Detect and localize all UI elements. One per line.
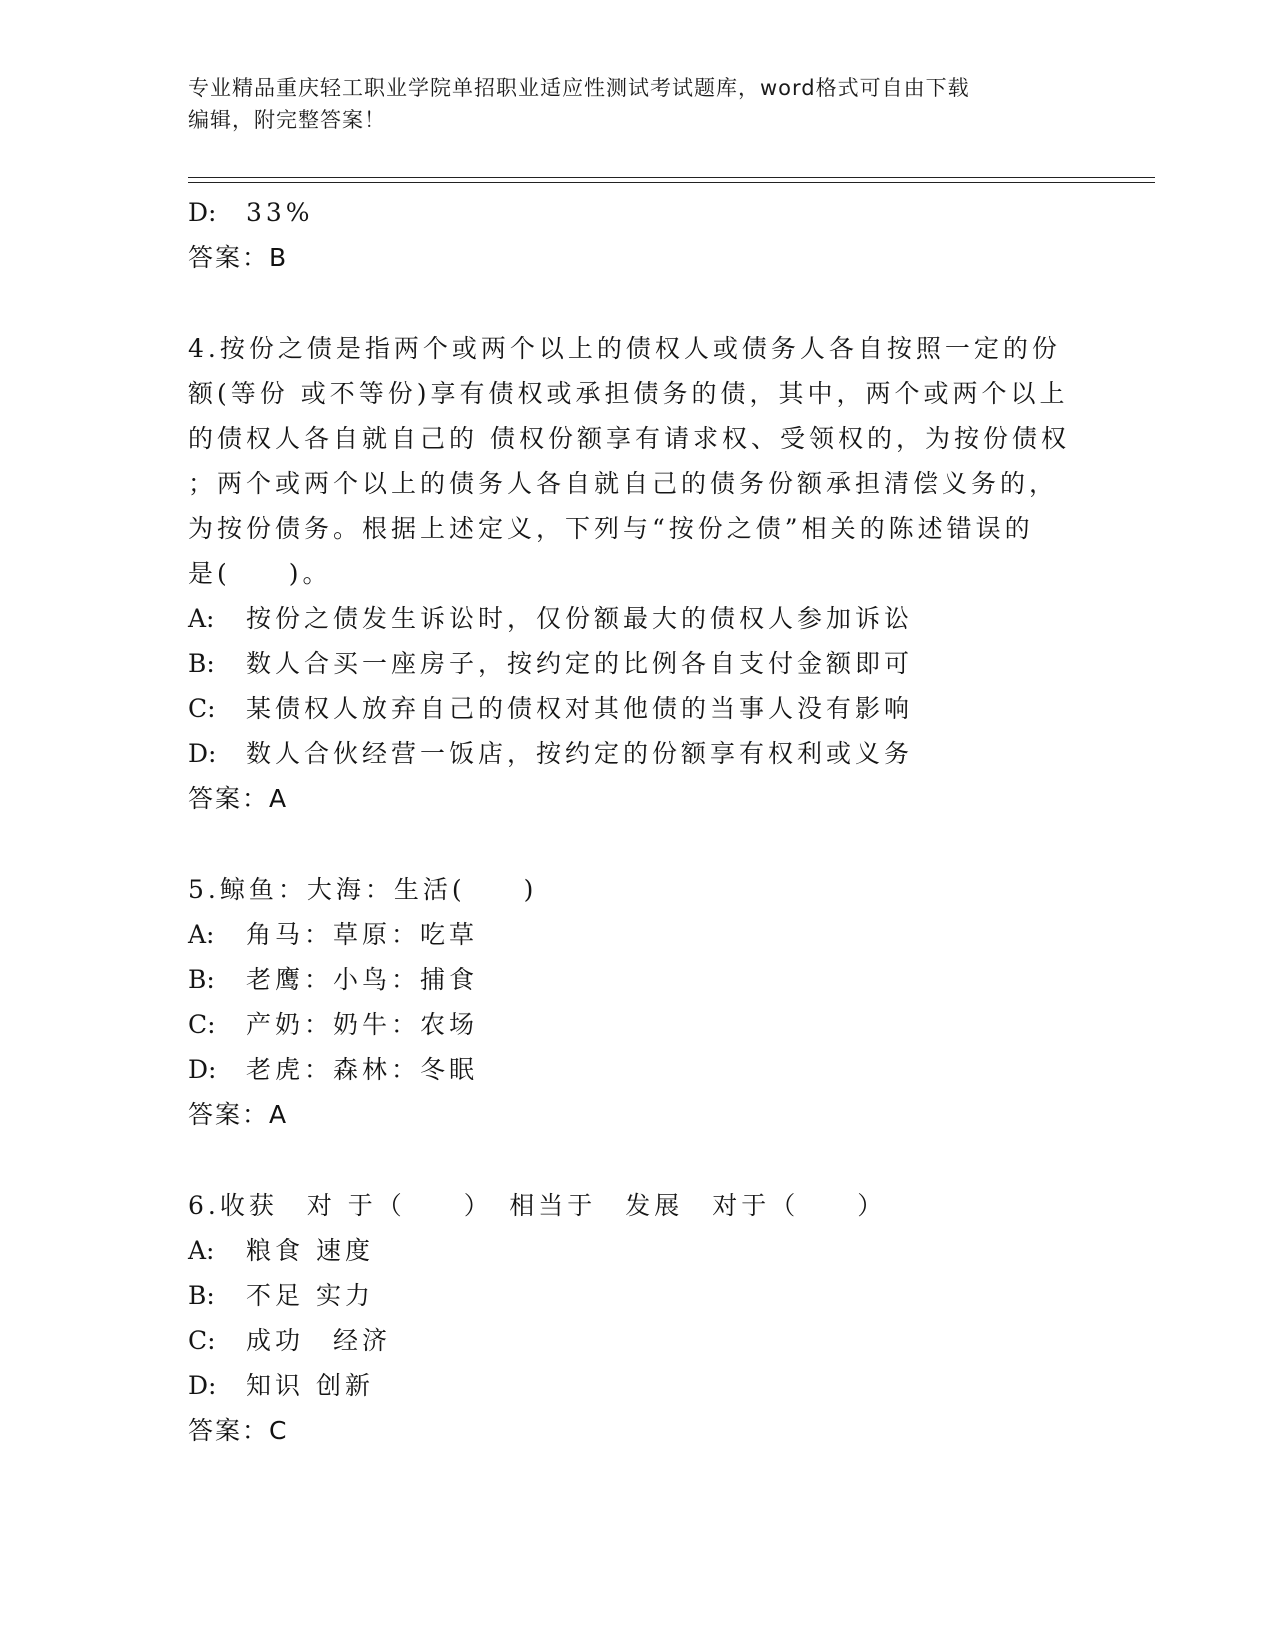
option-text: 知识 创新 <box>246 1371 374 1400</box>
option-b <box>188 1273 1088 1318</box>
answer-line: 答案：C <box>188 1416 289 1445</box>
question-stem-line: 5.鲸鱼：大海：生活( ) <box>188 875 538 904</box>
option-c <box>188 1318 1088 1363</box>
option-text: 角马：草原：吃草 <box>246 920 479 949</box>
option-text: 老虎：森林：冬眠 <box>246 1055 479 1084</box>
option-text: 33% <box>246 198 314 227</box>
header-line-1: 专业精品重庆轻工职业学院单招职业适应性测试考试题库，word格式可自由下载 <box>188 76 970 100</box>
question-stem-line: 是( )。 <box>188 559 332 588</box>
option-d <box>188 1363 1088 1408</box>
option-letter: B: <box>188 649 215 678</box>
option-letter: C: <box>188 1326 216 1355</box>
answer-line: 答案：B <box>188 243 289 272</box>
option-b <box>188 641 1088 686</box>
header-divider <box>188 182 1155 183</box>
option-a <box>188 1228 1088 1273</box>
question-stem-line: 6.收获 对 于（ ） 相当于 发展 对于（ ） <box>188 1191 887 1220</box>
option-c <box>188 686 1088 731</box>
spacer <box>188 1137 1088 1183</box>
option-letter: B: <box>188 965 215 994</box>
option-letter: D: <box>188 739 217 768</box>
option-letter: D: <box>188 1371 217 1400</box>
option-a <box>188 912 1088 957</box>
option-d <box>188 190 1088 235</box>
option-c <box>188 1002 1088 1047</box>
question-stem-line: 4.按份之债是指两个或两个以上的债权人或债务人各自按照一定的份 <box>188 334 1061 363</box>
document-body <box>188 190 1088 1453</box>
question-4 <box>188 326 1088 821</box>
header-line-2: 编辑，附完整答案！ <box>188 108 386 132</box>
header-divider <box>188 177 1155 178</box>
option-text: 数人合伙经营一饭店，按约定的份额享有权利或义务 <box>246 739 914 768</box>
option-a <box>188 596 1088 641</box>
option-text: 产奶：奶牛：农场 <box>246 1010 479 1039</box>
option-text: 某债权人放弃自己的债权对其他债的当事人没有影响 <box>246 694 914 723</box>
question-6 <box>188 1183 1088 1453</box>
option-letter: D: <box>188 198 217 227</box>
page-header <box>188 72 1088 136</box>
answer-line: 答案：A <box>188 784 289 813</box>
option-letter: B: <box>188 1281 215 1310</box>
option-b <box>188 957 1088 1002</box>
option-letter: A: <box>188 604 215 633</box>
option-letter: D: <box>188 1055 217 1084</box>
option-text: 不足 实力 <box>246 1281 374 1310</box>
answer-line: 答案：A <box>188 1100 289 1129</box>
option-text: 老鹰：小鸟：捕食 <box>246 965 479 994</box>
option-letter: C: <box>188 694 216 723</box>
question-stem-line: 的债权人各自就自己的 债权份额享有请求权、受领权的，为按份债权 <box>188 424 1070 453</box>
option-letter: A: <box>188 1236 215 1265</box>
option-letter: A: <box>188 920 215 949</box>
question-stem-line: ；两个或两个以上的债务人各自就自己的债务份额承担清偿义务的， <box>188 469 1059 498</box>
option-text: 数人合买一座房子，按约定的比例各自支付金额即可 <box>246 649 914 678</box>
option-text: 成功 经济 <box>246 1326 392 1355</box>
spacer <box>188 821 1088 867</box>
option-d <box>188 1047 1088 1092</box>
question-stem-line: 为按份债务。根据上述定义，下列与“按份之债”相关的陈述错误的 <box>188 514 1034 543</box>
option-text: 粮食 速度 <box>246 1236 374 1265</box>
option-d <box>188 731 1088 776</box>
question-stem-line: 额(等份 或不等份)享有债权或承担债务的债，其中，两个或两个以上 <box>188 379 1069 408</box>
option-letter: C: <box>188 1010 216 1039</box>
option-text: 按份之债发生诉讼时，仅份额最大的债权人参加诉讼 <box>246 604 914 633</box>
question-5 <box>188 867 1088 1137</box>
spacer <box>188 280 1088 326</box>
